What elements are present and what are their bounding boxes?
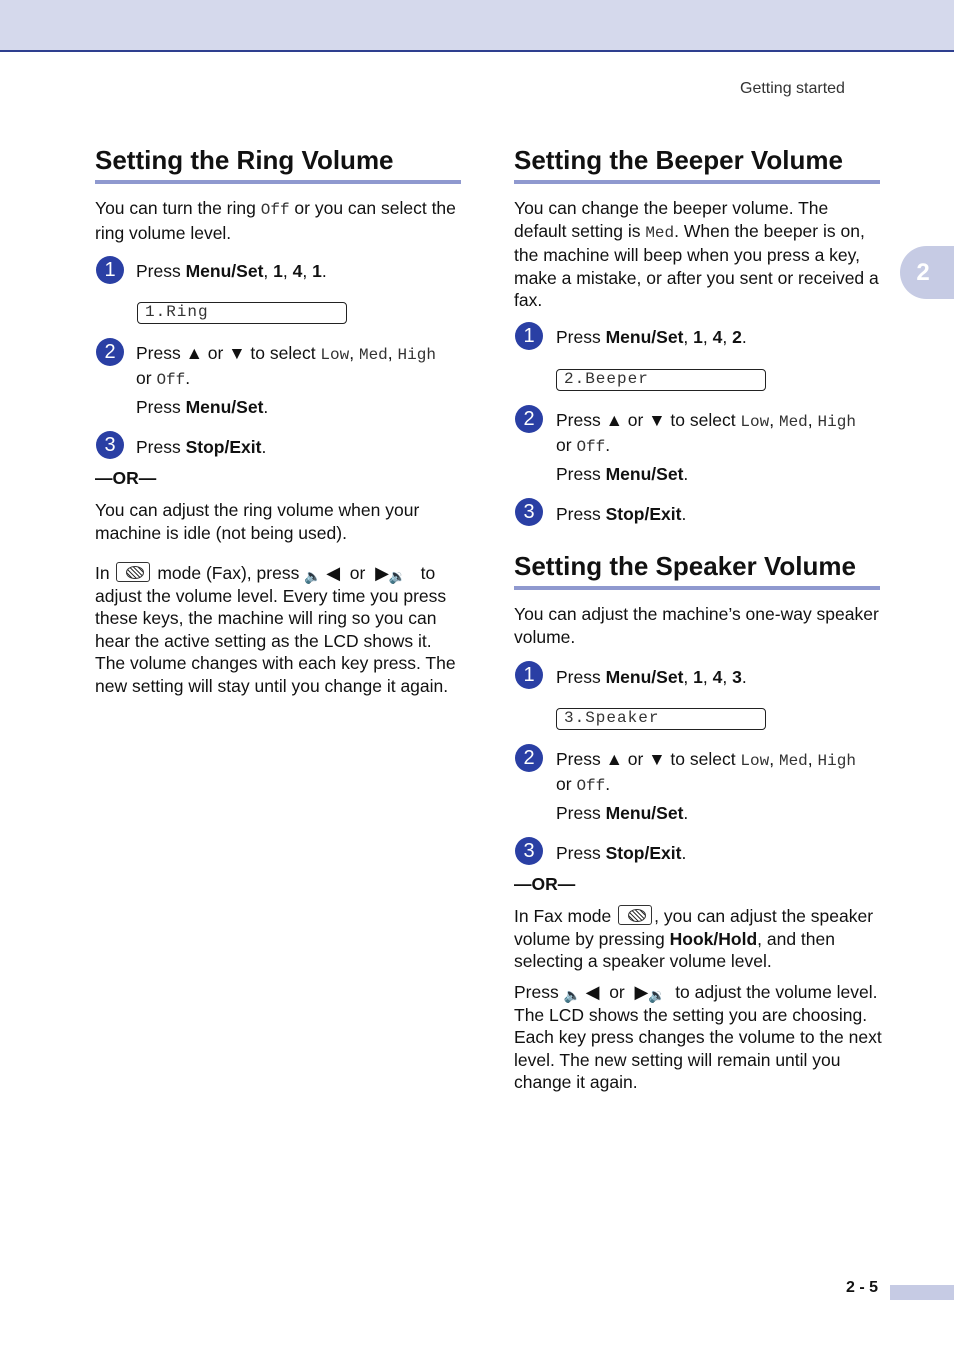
step-2-badge: 2 <box>515 744 543 772</box>
left-arrow-icon: ◀ <box>585 982 600 1002</box>
speaker-high-icon: 🔉 <box>388 568 407 584</box>
ring-heading-rule <box>95 180 461 184</box>
ring-volume-heading: Setting the Ring Volume <box>95 145 394 175</box>
ring-or-separator: —OR— <box>95 468 157 488</box>
beeper-intro: You can change the beeper volume. The default setting is Med. When the beeper is on, the machine will beep when you press a key, make a mistake, or after you sent or received a fax. <box>514 198 879 310</box>
step-3-badge: 3 <box>515 498 543 526</box>
beeper-lcd-display: 2.Beeper <box>556 369 766 391</box>
ring-adjust-paragraph: In mode (Fax), press 🔈 ◀ or ▶🔉 to adjust the volume level. Every time you press these keys, the machine will ring so you can hear the active setting as the LCD shows it. The volume changes with each key press. The new setting will stay until you change it again. <box>95 563 456 696</box>
speaker-lcd-display: 3.Speaker <box>556 708 766 730</box>
page-number-bar <box>890 1285 954 1300</box>
ring-intro: You can turn the ring Off or you can select the ring volume level. <box>95 198 456 243</box>
speaker-fax-mode-text: In Fax mode , you can adjust the speaker volume by pressing Hook/Hold, and then selecting a speaker volume level. <box>514 906 874 971</box>
fax-mode-icon <box>116 562 150 582</box>
left-arrow-icon: ◀ <box>326 563 341 583</box>
speaker-step-2-press-menu: Press Menu/Set. <box>556 803 689 823</box>
beeper-step-2: Press ▲ or ▼ to select Low, Med, High or Off. <box>556 410 856 456</box>
speaker-volume-heading: Setting the Speaker Volume <box>514 551 856 581</box>
speaker-low-icon: 🔈 <box>304 568 322 584</box>
ring-step-3: Press Stop/Exit. <box>136 437 267 457</box>
chapter-tab: 2 <box>900 246 954 299</box>
beeper-step-1: Press Menu/Set, 1, 4, 2. <box>556 327 747 347</box>
right-arrow-icon: ▶ <box>375 563 389 583</box>
speaker-heading-rule <box>514 586 880 590</box>
step-1-badge: 1 <box>515 322 543 350</box>
ring-step-1: Press Menu/Set, 1, 4, 1. <box>136 261 327 281</box>
running-head: Getting started <box>740 80 845 97</box>
speaker-high-icon: 🔉 <box>648 987 666 1003</box>
beeper-volume-heading: Setting the Beeper Volume <box>514 145 843 175</box>
speaker-adjust-paragraph: Press 🔈 ◀ or ▶🔉 to adjust the volume level. The LCD shows the setting you are choosing. Each key press changes the volume to the next level. The new setting will remain until you change it again. <box>514 982 882 1092</box>
step-2-badge: 2 <box>96 338 124 366</box>
step-2-badge: 2 <box>515 405 543 433</box>
speaker-step-1: Press Menu/Set, 1, 4, 3. <box>556 667 747 687</box>
right-arrow-icon: ▶ <box>634 982 649 1002</box>
top-header-band <box>0 0 954 52</box>
beeper-step-3: Press Stop/Exit. <box>556 504 687 524</box>
ring-step-2-press-menu: Press Menu/Set. <box>136 397 269 417</box>
speaker-step-3: Press Stop/Exit. <box>556 843 687 863</box>
beeper-step-2-press-menu: Press Menu/Set. <box>556 464 689 484</box>
fax-mode-icon <box>618 905 652 925</box>
step-3-badge: 3 <box>515 837 543 865</box>
beeper-heading-rule <box>514 180 880 184</box>
speaker-low-icon: 🔈 <box>563 987 582 1003</box>
speaker-or-separator: —OR— <box>514 874 576 894</box>
page-number: 2 - 5 <box>846 1279 879 1296</box>
step-3-badge: 3 <box>96 431 124 459</box>
ring-idle-text: You can adjust the ring volume when your machine is idle (not being used). <box>95 500 420 543</box>
step-1-badge: 1 <box>515 661 543 689</box>
speaker-step-2: Press ▲ or ▼ to select Low, Med, High or Off. <box>556 749 856 795</box>
step-1-badge: 1 <box>96 256 124 284</box>
speaker-intro: You can adjust the machine’s one-way speaker volume. <box>514 604 879 647</box>
ring-lcd-display: 1.Ring <box>137 302 347 324</box>
ring-step-2: Press ▲ or ▼ to select Low, Med, High or Off. <box>136 343 436 389</box>
